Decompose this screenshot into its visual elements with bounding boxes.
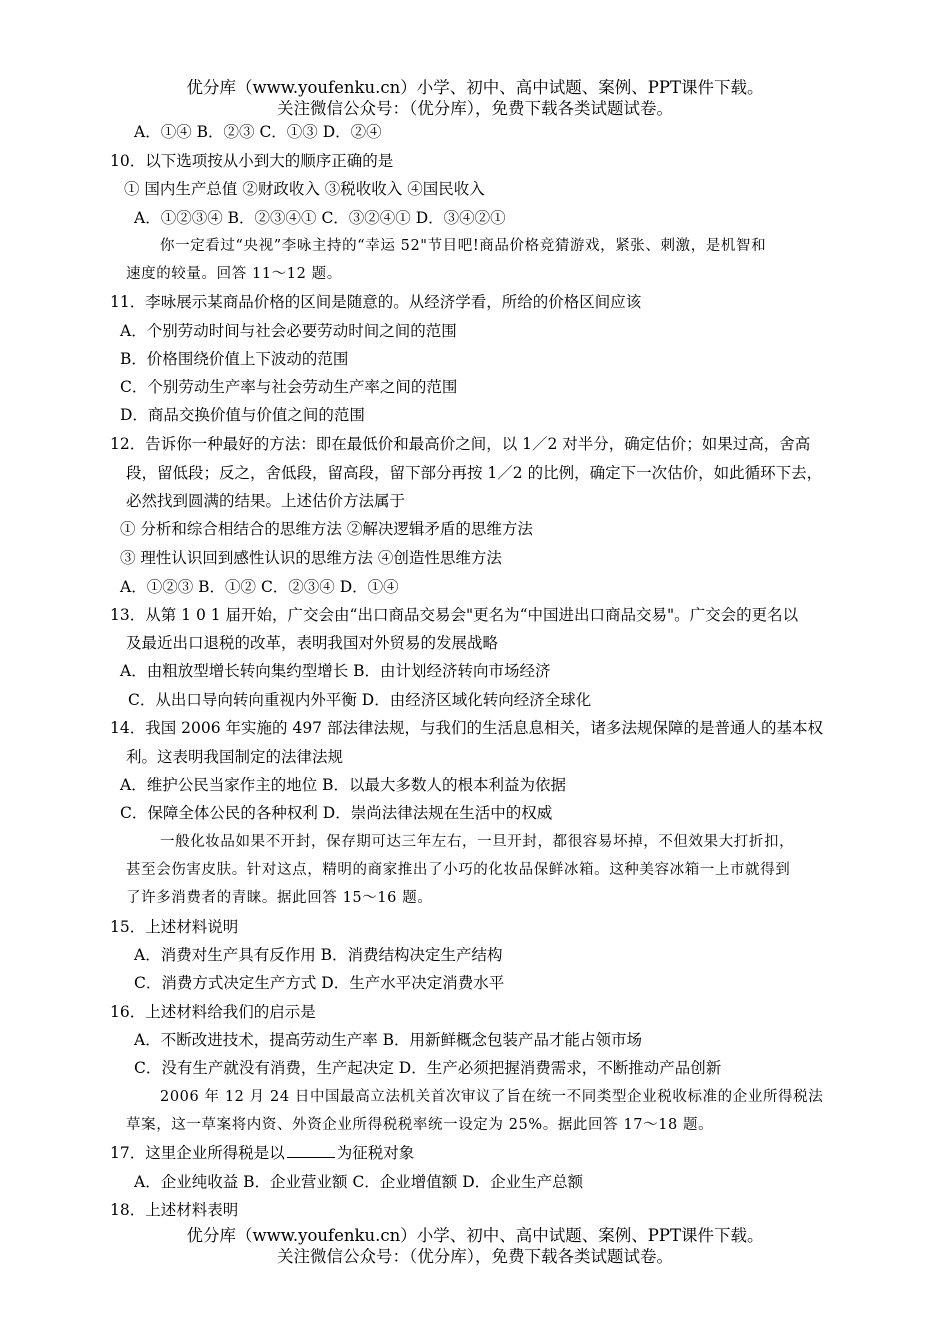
q12-stem-line-3: 必然找到圆满的结果。上述估价方法属于 [126, 492, 406, 510]
material-2-line-3: 了许多消费者的青睐。据此回答 15～16 题。 [126, 890, 433, 906]
q16-options-cd: C．没有生产就没有消费，生产起决定 D．生产必须把握消费需求，不断推动产品创新 [134, 1059, 722, 1077]
header-line-2: 关注微信公众号：（优分库），免费下载各类试题试卷。 [277, 99, 673, 118]
q11-option-b: B．价格围绕价值上下波动的范围 [120, 350, 349, 368]
material-2-line-2: 甚至会伤害皮肤。针对这点，精明的商家推出了小巧的化妆品保鲜冰箱。这种美容冰箱一上市就得到 [126, 862, 791, 878]
material-3-line-2: 草案，这一草案将内资、外资企业所得税税率统一设定为 25%。据此回答 17～18 题。 [126, 1117, 714, 1133]
q10-stem: 10．以下选项按从小到大的顺序正确的是 [110, 152, 394, 170]
q17-stem-suffix: 为征税对象 [336, 1144, 415, 1162]
q18-stem: 18．上述材料表明 [110, 1201, 239, 1219]
q11-option-c: C．个别劳动生产率与社会劳动生产率之间的范围 [120, 378, 458, 396]
material-2-line-1: 一般化妆品如果不开封，保存期可达三年左右，一旦开封，都很容易坏掉，不但效果大打折扣， [160, 834, 795, 850]
q16-options-ab: A．不断改进技术，提高劳动生产率 B．用新鲜概念包装产品才能占领市场 [134, 1031, 643, 1049]
q13-stem-line-2: 及最近出口退税的改革，表明我国对外贸易的发展战略 [126, 634, 499, 652]
q11-option-a: A．个别劳动时间与社会必要劳动时间之间的范围 [120, 322, 457, 340]
q14-options-cd: C．保障全体公民的各种权利 D．崇尚法律法规在生活中的权威 [120, 804, 553, 822]
q13-options-cd: C．从出口导向转向重视内外平衡 D．由经济区域化转向经济全球化 [128, 691, 592, 709]
material-1-line-1: 你一定看过“央视”李咏主持的“幸运 52"节目吧!商品价格竞猜游戏，紧张、刺激，是机智和 [160, 238, 767, 254]
q12-items-1: ① 分析和综合相结合的思维方法 ②解决逻辑矛盾的思维方法 [120, 520, 533, 538]
q10-items: ① 国内生产总值 ②财政收入 ③税收收入 ④国民收入 [124, 180, 485, 198]
header-line-1: 优分库（www.youfenku.cn）小学、初中、高中试题、案例、PPT课件下载。 [186, 78, 764, 97]
q13-stem-line-1: 13．从第 1 0 1 届开始，广交会由“出口商品交易会"更名为“中国进出口商品交易"。广交会的更名以 [110, 606, 799, 624]
footer-line-2: 关注微信公众号：（优分库），免费下载各类试题试卷。 [277, 1247, 673, 1266]
q17-stem-prefix: 17．这里企业所得税是以 [110, 1144, 285, 1162]
q10-options: A．①②③④ B．②③④① C．③②④① D．③④②① [134, 209, 506, 227]
q16-stem: 16．上述材料给我们的启示是 [110, 1003, 316, 1021]
q17-stem [110, 1143, 414, 1163]
q17-answer-blank [287, 1143, 335, 1158]
q15-options-ab: A．消费对生产具有反作用 B．消费结构决定生产结构 [134, 946, 503, 964]
q17-options: A．企业纯收益 B．企业营业额 C．企业增值额 D．企业生产总额 [134, 1173, 584, 1191]
q14-stem-line-1: 14．我国 2006 年实施的 497 部法律法规，与我们的生活息息相关，诸多法规保障的是普通人的基本权 [110, 719, 823, 737]
q12-items-2: ③ 理性认识回到感性认识的思维方法 ④创造性思维方法 [120, 549, 502, 567]
q12-stem-line-2: 段，留低段；反之，舍低段，留高段，留下部分再按 1／2 的比例，确定下一次估价，如此循环下去， [126, 464, 823, 482]
q11-option-d: D．商品交换价值与价值之间的范围 [120, 406, 365, 424]
q15-options-cd: C．消费方式决定生产方式 D．生产水平决定消费水平 [134, 974, 505, 992]
q14-options-ab: A．维护公民当家作主的地位 B．以最大多数人的根本利益为依据 [120, 776, 567, 794]
q15-stem: 15．上述材料说明 [110, 918, 239, 936]
q14-stem-line-2: 利。这表明我国制定的法律法规 [126, 748, 344, 766]
q12-stem-line-1: 12．告诉你一种最好的方法：即在最低价和最高价之间，以 1／2 对半分，确定估价；如果过高，舍高 [110, 435, 811, 453]
q13-options-ab: A．由粗放型增长转向集约型增长 B．由计划经济转向市场经济 [120, 662, 551, 680]
material-1-line-2: 速度的较量。回答 11～12 题。 [126, 266, 342, 282]
footer-line-1: 优分库（www.youfenku.cn）小学、初中、高中试题、案例、PPT课件下载。 [186, 1226, 764, 1245]
q9-options: A．①④ B．②③ C．①③ D．②④ [134, 123, 382, 141]
q11-stem: 11．李咏展示某商品价格的区间是随意的。从经济学看，所给的价格区间应该 [110, 293, 642, 311]
material-3-line-1: 2006 年 12 月 24 日中国最高立法机关首次审议了旨在统一不同类型企业税收标准的企业所得税法 [160, 1089, 824, 1105]
q12-options: A．①②③ B．①② C．②③④ D．①④ [120, 578, 399, 596]
